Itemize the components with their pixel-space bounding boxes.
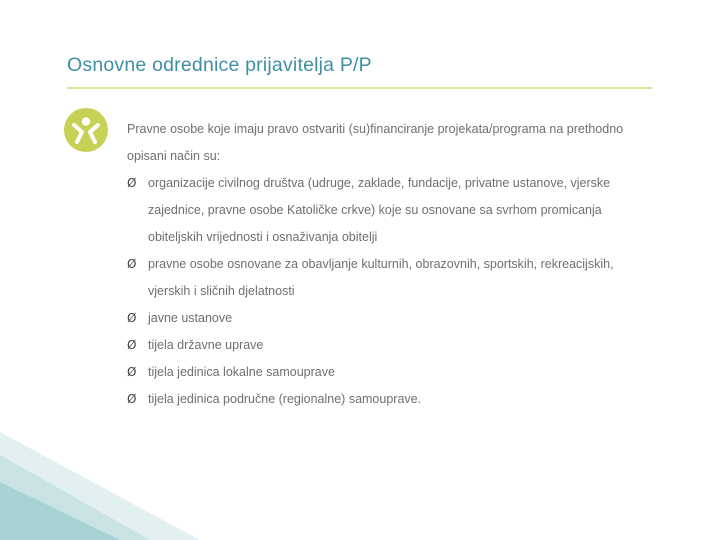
list-item [127, 170, 657, 251]
list-item-text: javne ustanove [148, 311, 233, 325]
list-item [127, 386, 657, 413]
list-item [127, 305, 657, 332]
slide-content [127, 116, 657, 413]
list-item-text: tijela jedinica područne (regionalne) samouprave. [148, 392, 422, 406]
page-title: Osnovne odrednice prijavitelja P/P [67, 54, 372, 76]
list-item-text: organizacije civilnog društva (udruge, zaklade, fundacije, privatne ustanove, vjerske zajednice, pravne osobe Katoličke crkve) koje su osnovane sa svrhom promicanja obiteljskih vrijednosti i osnaživanja obitelji [148, 176, 611, 244]
person-icon [64, 108, 108, 152]
bullet-list [127, 170, 657, 413]
list-item-text: tijela jedinica lokalne samouprave [148, 365, 335, 379]
title-divider [67, 87, 652, 89]
corner-decoration [0, 410, 200, 540]
arrow-bullet-icon: Ø [127, 338, 137, 352]
list-item-text: tijela državne uprave [148, 338, 264, 352]
arrow-bullet-icon: Ø [127, 392, 137, 406]
arrow-bullet-icon: Ø [127, 176, 137, 190]
intro-text: Pravne osobe koje imaju pravo ostvariti (su)financiranje projekata/programa na prethodno opisani način su: [127, 122, 624, 163]
arrow-bullet-icon: Ø [127, 365, 137, 379]
list-item [127, 251, 657, 305]
arrow-bullet-icon: Ø [127, 257, 137, 271]
arrow-bullet-icon: Ø [127, 311, 137, 325]
list-item [127, 359, 657, 386]
list-item [127, 332, 657, 359]
list-item-text: pravne osobe osnovane za obavljanje kulturnih, obrazovnih, sportskih, rekreacijskih, vjerskih i sličnih djelatnosti [148, 257, 614, 298]
